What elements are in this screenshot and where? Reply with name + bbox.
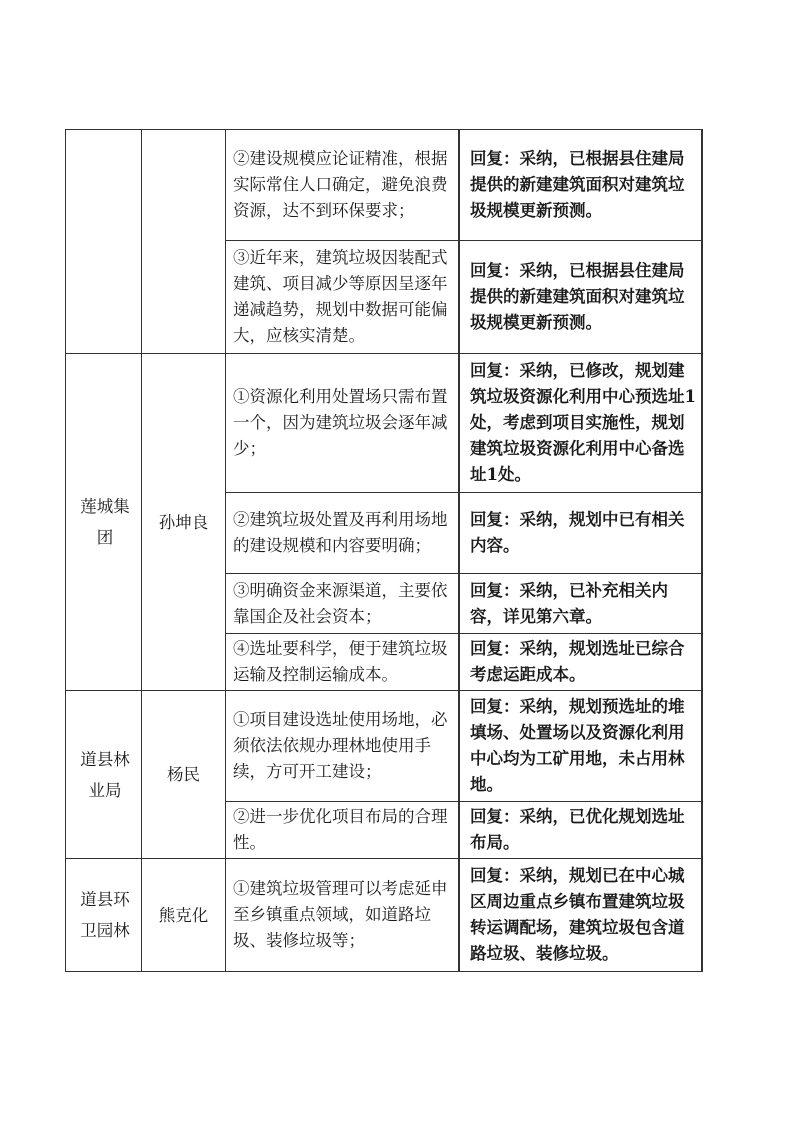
person-cell <box>142 859 225 971</box>
table-border-right <box>701 129 703 972</box>
comment-text: ②进一步优化项目布局的合理性。 <box>233 807 448 852</box>
person-cell <box>142 354 225 690</box>
comment-cell <box>226 691 458 801</box>
reply-text: 回复：采纳，已修改，规划建筑垃圾资源化利用中心预选址1处，考虑到项目实施性，规划建筑垃圾资源化利用中心备选址1处。 <box>470 361 696 484</box>
reply-cell <box>460 802 701 858</box>
comment-text: ②建筑垃圾处置及再利用场地的建设规模和内容要明确； <box>233 510 448 555</box>
reply-text: 回复：采纳，已优化规划选址布局。 <box>470 807 685 852</box>
comment-text: ①项目建设选址使用场地，必须依法依规办理林地使用手续，方可开工建设； <box>233 710 448 781</box>
comment-cell <box>226 130 458 240</box>
org-name: 道县环卫园林 <box>80 890 130 940</box>
org-cell <box>77 691 133 858</box>
comment-cell <box>226 493 458 573</box>
reply-text: 回复：采纳，规划预选址的堆填场、处置场以及资源化利用中心均为工矿用地，未占用林地。 <box>470 697 685 794</box>
comment-cell <box>226 241 458 353</box>
comment-text: ③近年来，建筑垃圾因装配式建筑、项目减少等原因呈逐年递减趋势，规划中数据可能偏大，应核实清楚。 <box>233 248 448 345</box>
reply-cell <box>460 859 701 971</box>
reply-cell <box>460 574 701 633</box>
person-name: 熊克化 <box>158 905 209 925</box>
reply-text: 回复：采纳，已根据县住建局提供的新建建筑面积对建筑垃圾规模更新预测。 <box>470 149 685 220</box>
reply-text: 回复：采纳，规划已在中心城区周边重点乡镇布置建筑垃圾转运调配场，建筑垃圾包含道路垃圾、装修垃圾。 <box>470 866 685 963</box>
reply-cell <box>460 634 701 690</box>
table-border-left <box>65 129 66 972</box>
comments-table <box>65 129 703 971</box>
comment-text: ①建筑垃圾管理可以考虑延申至乡镇重点领域，如道路垃圾、装修垃圾等； <box>233 879 448 950</box>
comment-cell <box>226 802 458 858</box>
person-name: 孙坤良 <box>158 512 209 532</box>
org-name: 莲城集团 <box>80 497 130 547</box>
table-border-bottom <box>65 971 703 972</box>
person-name: 杨民 <box>167 765 200 784</box>
reply-cell <box>460 354 701 492</box>
reply-text: 回复：采纳，规划中已有相关内容。 <box>470 510 685 555</box>
reply-cell <box>460 493 701 573</box>
comment-cell <box>226 574 458 633</box>
reply-text: 回复：采纳，已根据县住建局提供的新建建筑面积对建筑垃圾规模更新预测。 <box>470 261 685 332</box>
reply-cell <box>460 241 701 353</box>
comment-text: ④选址要科学，便于建筑垃圾运输及控制运输成本。 <box>233 639 448 684</box>
reply-text: 回复：采纳，已补充相关内容，详见第六章。 <box>470 580 668 626</box>
reply-cell <box>460 691 701 801</box>
comment-text: ①资源化利用处置场只需布置一个，因为建筑垃圾会逐年减少； <box>233 387 448 458</box>
comment-cell <box>226 354 458 492</box>
reply-text: 回复：采纳，规划选址已综合考虑运距成本。 <box>470 639 685 684</box>
comment-text: ③明确资金来源渠道，主要依靠国企及社会资本； <box>233 580 448 626</box>
comment-cell <box>226 859 458 971</box>
org-name: 道县林业局 <box>80 749 130 800</box>
person-cell <box>142 691 225 858</box>
comment-text: ②建设规模应论证精准，根据实际常住人口确定，避免浪费资源，达不到环保要求； <box>233 149 448 220</box>
org-cell <box>77 859 133 971</box>
comment-cell <box>226 634 458 690</box>
org-cell <box>77 354 133 690</box>
reply-cell <box>460 130 701 240</box>
